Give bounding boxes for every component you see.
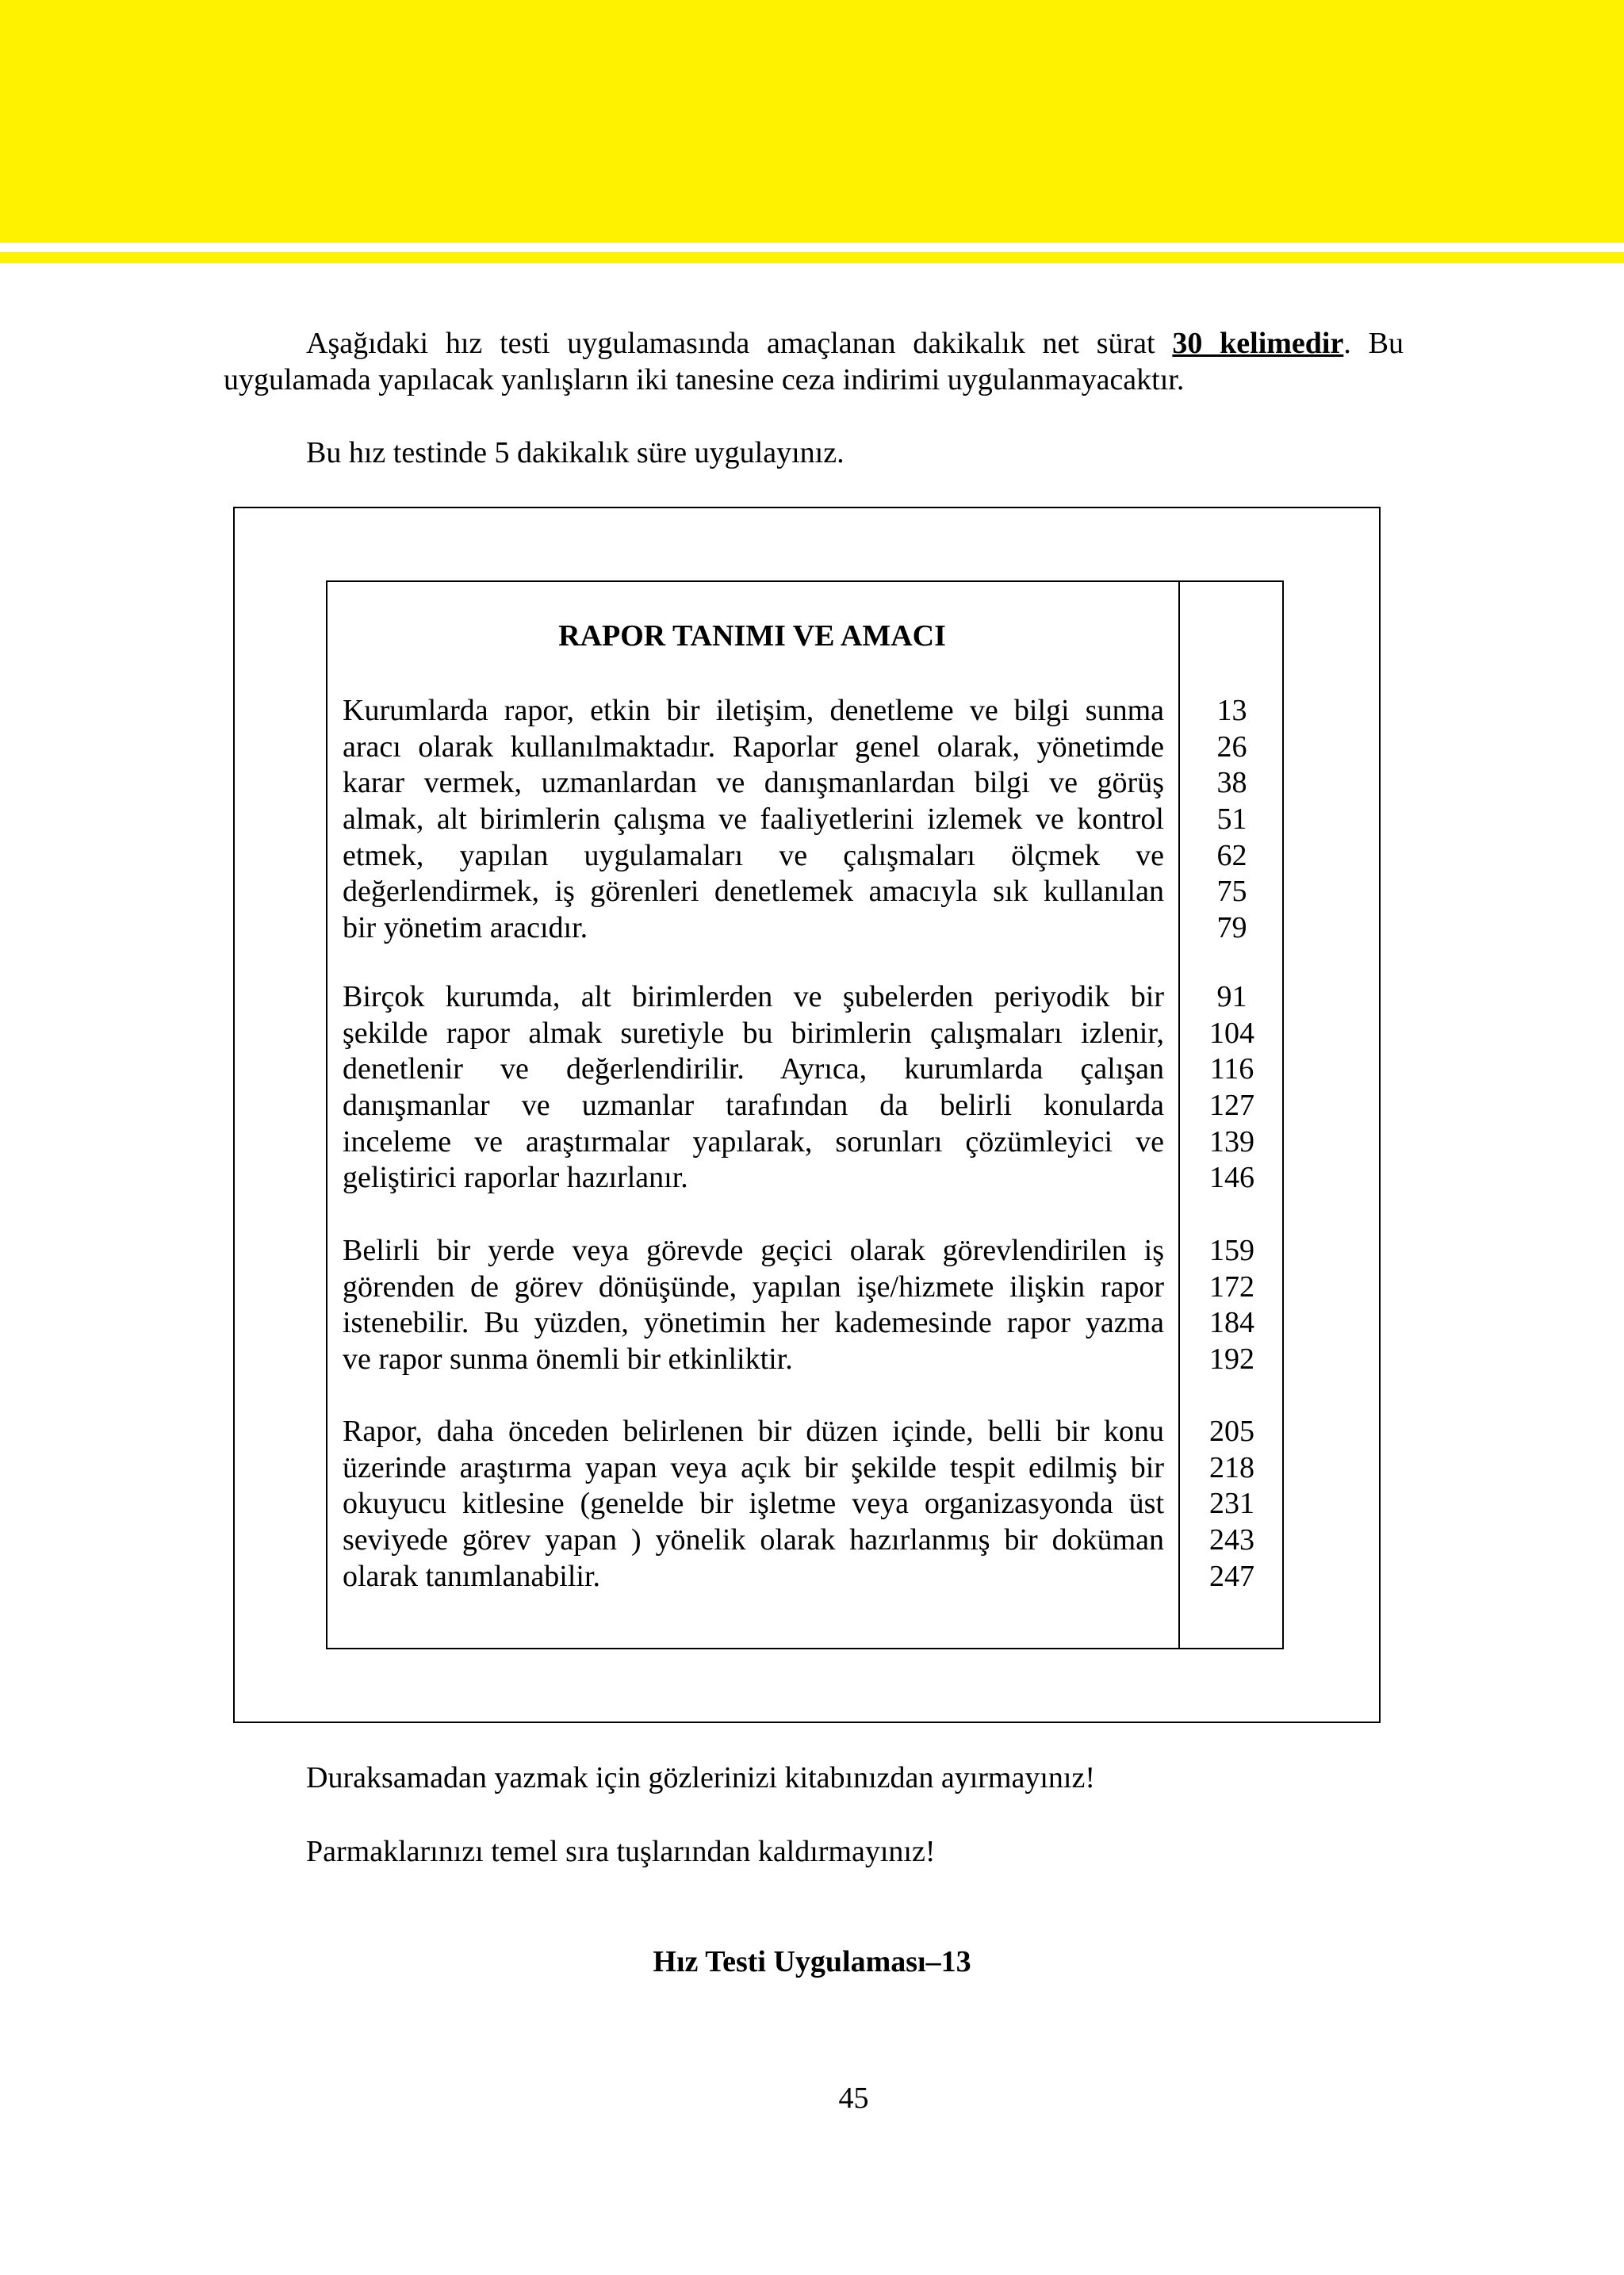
text-line: aracı olarak kullanılmaktadır. Raporlar genel olarak, yönetimde <box>343 730 1164 764</box>
word-count: 104 <box>1209 1016 1254 1050</box>
text-line: şekilde rapor almak suretiyle bu birimlerin çalışmaları izlenir, <box>343 1016 1164 1050</box>
header-band <box>0 0 1624 243</box>
text-line: olarak tanımlanabilir. <box>343 1559 601 1593</box>
paragraph-2 <box>343 979 1164 1197</box>
text-line: Birçok kurumda, alt birimlerden ve şubelerden periyodik bir <box>343 980 1164 1013</box>
text-line: okuyucu kitlesine (genelde bir işletme veya organizasyonda üst <box>343 1487 1164 1521</box>
text-line: seviyede görev yapan ) yönelik olarak hazırlanmış bir doküman <box>343 1523 1164 1557</box>
word-count: 146 <box>1209 1161 1254 1195</box>
text-line: değerlendirmek, iş görenleri denetlemek amacıyla sık kullanılan <box>343 875 1164 909</box>
word-count: 247 <box>1209 1559 1254 1593</box>
intro-text-start: Aşağıdaki hız testi uygulamasında amaçlanan dakikalık net sürat <box>306 327 1173 360</box>
word-counts-4 <box>1180 1414 1284 1595</box>
word-count: 231 <box>1209 1487 1254 1521</box>
text-line: danışmanlar ve uzmanlar tarafından da belirli konularda <box>343 1089 1164 1123</box>
text-line: görenden de görev dönüşünde, yapılan işe/hizmete ilişkin rapor <box>343 1270 1164 1304</box>
text-line: denetlenir ve değerlendirilir. Ayrıca, kurumlarda çalışan <box>343 1052 1164 1086</box>
target-speed: 30 kelimedir <box>1172 327 1344 360</box>
paragraph-3 <box>343 1233 1164 1378</box>
word-counts-3 <box>1180 1233 1284 1378</box>
text-line: ve rapor sunma önemli bir etkinliktir. <box>343 1342 793 1377</box>
word-count: 192 <box>1209 1342 1254 1377</box>
word-count: 218 <box>1209 1450 1254 1484</box>
word-count: 91 <box>1216 980 1247 1013</box>
word-count: 116 <box>1209 1052 1254 1086</box>
paragraph-1 <box>343 693 1164 947</box>
box-title: RAPOR TANIMI VE AMACI <box>558 619 946 653</box>
text-line: istenebilir. Bu yüzden, yönetimin her kademesinde rapor yazma <box>343 1306 1164 1340</box>
section-title: Hız Testi Uygulaması–13 <box>653 1945 971 1978</box>
text-line: inceleme ve araştırmalar yapılarak, sorunları çözümleyici ve <box>343 1124 1164 1159</box>
intro-paragraph <box>224 325 1404 398</box>
word-count: 13 <box>1216 694 1247 727</box>
text-line: Belirli bir yerde veya görevde geçici olarak görevlendirilen iş <box>343 1234 1164 1267</box>
text-line: etmek, yapılan uygulamaları ve çalışmaları ölçmek ve <box>343 838 1164 872</box>
text-line: bir yönetim aracıdır. <box>343 911 588 945</box>
word-count: 139 <box>1209 1124 1254 1159</box>
word-count: 127 <box>1209 1089 1254 1123</box>
text-line: geliştirici raporlar hazırlanır. <box>343 1161 688 1195</box>
word-counts-2 <box>1180 979 1284 1197</box>
word-count: 51 <box>1216 802 1247 837</box>
word-count: 38 <box>1216 766 1247 800</box>
word-count: 184 <box>1209 1306 1254 1340</box>
instruction-note: Parmaklarınızı temel sıra tuşlarından kaldırmayınız! <box>306 1835 936 1868</box>
page-number: 45 <box>838 2082 869 2115</box>
text-line: Rapor, daha önceden belirlenen bir düzen içinde, belli bir konu <box>343 1415 1164 1448</box>
word-count: 205 <box>1209 1415 1254 1448</box>
word-count: 159 <box>1209 1234 1254 1267</box>
text-line: karar vermek, uzmanlardan ve danışmanlardan bilgi ve görüş <box>343 766 1164 800</box>
intro-text-end: . Bu uygulamada yapılacak yanlışların iki tanesine ceza indirimi uygulanmayacaktır. <box>224 327 1404 396</box>
word-count: 62 <box>1216 838 1247 872</box>
text-line: almak, alt birimlerin çalışma ve faaliyetlerini izlemek ve kontrol <box>343 802 1164 837</box>
paragraph-4 <box>343 1414 1164 1595</box>
word-count: 243 <box>1209 1523 1254 1557</box>
instruction-note: Duraksamadan yazmak için gözlerinizi kitabınızdan ayırmayınız! <box>306 1761 1095 1794</box>
timer-note: Bu hız testinde 5 dakikalık süre uygulayınız. <box>306 436 845 469</box>
text-line: Kurumlarda rapor, etkin bir iletişim, denetleme ve bilgi sunma <box>343 694 1164 727</box>
word-count: 79 <box>1216 911 1247 945</box>
text-line: üzerinde araştırma yapan veya açık bir şekilde tespit edilmiş bir <box>343 1450 1164 1484</box>
word-count: 75 <box>1216 875 1247 909</box>
word-counts-1 <box>1180 693 1284 947</box>
word-count: 172 <box>1209 1270 1254 1304</box>
word-count: 26 <box>1216 730 1247 764</box>
header-stripe <box>0 252 1624 263</box>
